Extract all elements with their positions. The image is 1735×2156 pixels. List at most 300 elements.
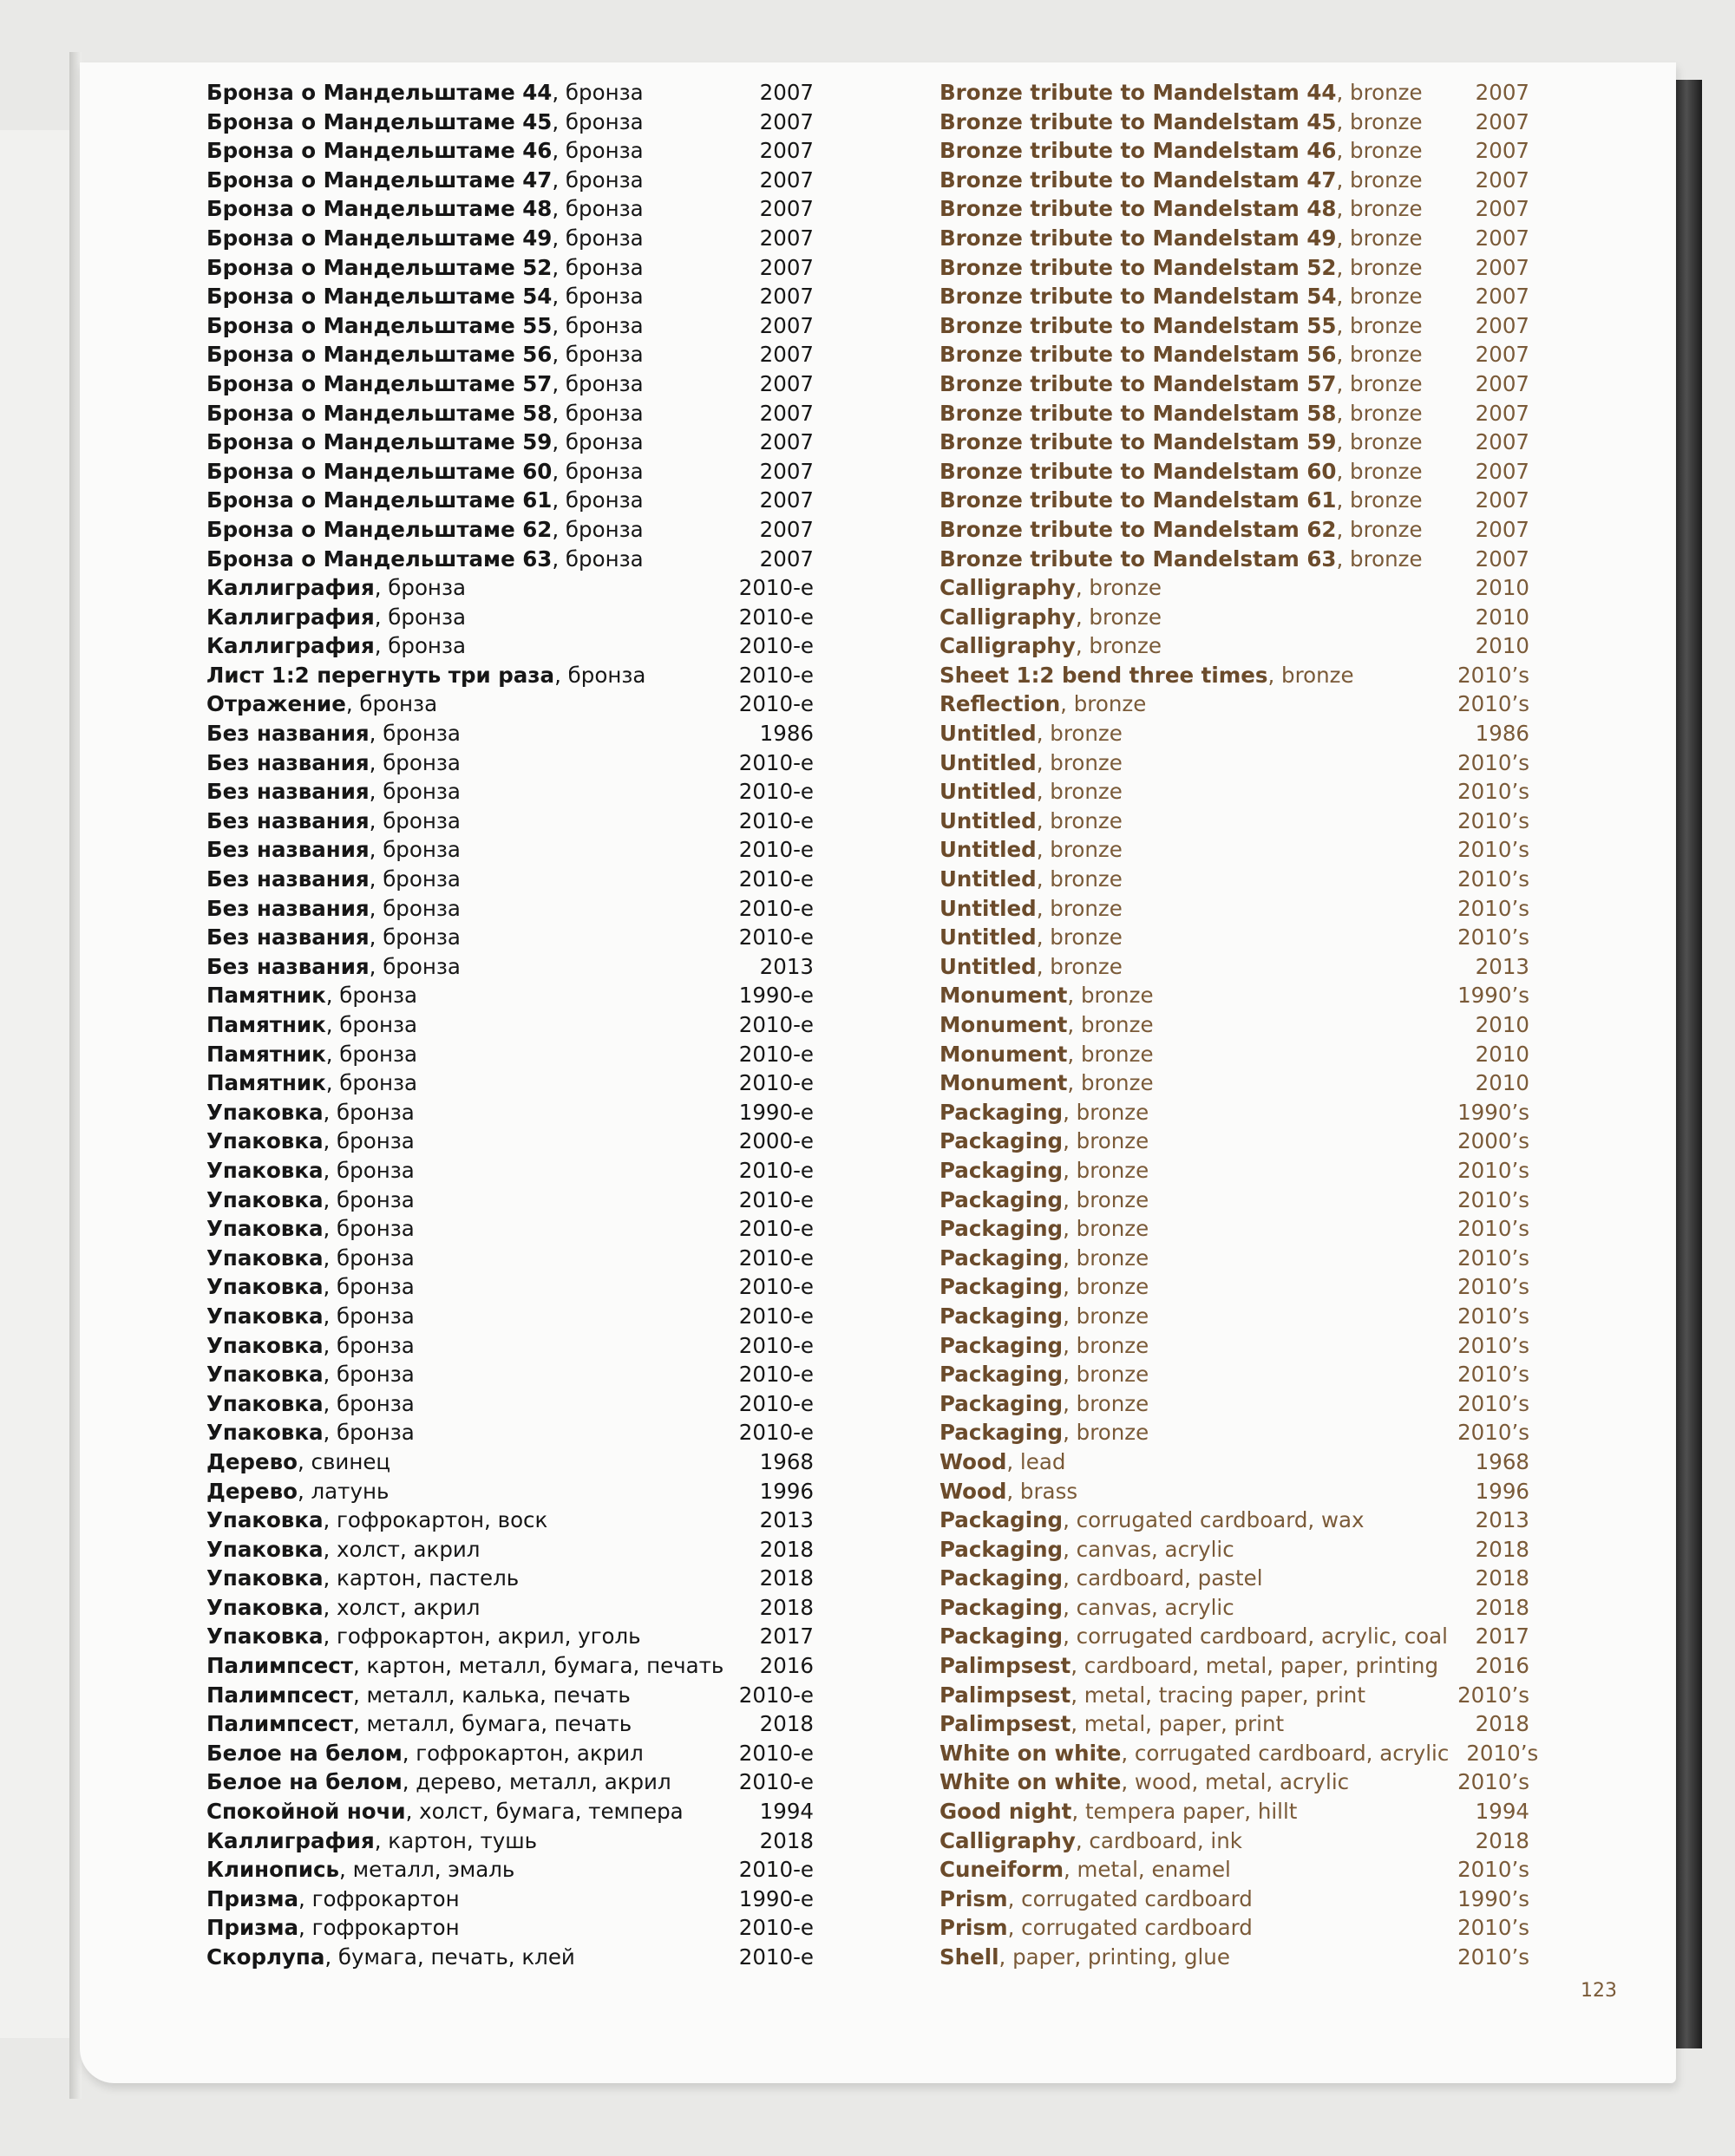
list-item bbox=[206, 194, 814, 224]
entry-text bbox=[206, 1826, 537, 1856]
entry-title: Палимпсест bbox=[206, 1653, 353, 1679]
entry-medium: , бронза bbox=[323, 1303, 415, 1329]
entry-year: 2007 bbox=[759, 138, 814, 164]
entry-medium: , бронза bbox=[323, 1099, 415, 1125]
list-item bbox=[206, 865, 814, 894]
entry-medium: , бронза bbox=[369, 895, 461, 921]
list-item bbox=[206, 1272, 814, 1302]
entry-medium: , bronze bbox=[1063, 1274, 1149, 1300]
english-list-column bbox=[940, 78, 1539, 1972]
entry-text bbox=[206, 1098, 415, 1127]
entry-year: 1968 bbox=[1475, 1448, 1529, 1474]
entry-title: Bronze tribute to Mandelstam 54 bbox=[940, 284, 1337, 310]
entry-medium: , bronze bbox=[1336, 225, 1423, 251]
entry-title: Памятник bbox=[206, 1041, 326, 1067]
entry-text bbox=[206, 457, 644, 487]
entry-year: 2018 bbox=[1475, 1711, 1529, 1737]
entry-text bbox=[206, 1389, 415, 1419]
entry-text bbox=[206, 1564, 519, 1593]
entry-text bbox=[206, 1477, 389, 1506]
entry-title: Untitled bbox=[940, 895, 1037, 921]
entry-medium: , гофрокартон bbox=[298, 1915, 460, 1941]
entry-medium: , бронза bbox=[369, 721, 461, 747]
entry-text bbox=[206, 369, 644, 399]
entry-title: Спокойной ночи bbox=[206, 1799, 406, 1825]
list-item bbox=[940, 1098, 1529, 1127]
entry-medium: , бронза bbox=[369, 749, 461, 775]
entry-title: Packaging bbox=[940, 1216, 1064, 1242]
entry-year: 2010-е bbox=[738, 633, 814, 659]
entry-title: Упаковка bbox=[206, 1216, 324, 1242]
entry-text bbox=[206, 923, 461, 952]
entry-medium: , bronze bbox=[1336, 546, 1423, 572]
entry-year: 2010’s bbox=[1457, 1857, 1529, 1883]
entry-year: 2007 bbox=[759, 312, 814, 338]
entry-year: 2007 bbox=[1475, 80, 1529, 105]
entry-text bbox=[206, 748, 461, 778]
entry-medium: , гофрокартон, воск bbox=[323, 1507, 548, 1533]
entry-medium: , bronze bbox=[1336, 108, 1423, 134]
entry-medium: , бронза bbox=[552, 167, 644, 193]
entry-medium: , бронза bbox=[369, 953, 461, 979]
entry-text bbox=[206, 1913, 460, 1943]
entry-year: 2007 bbox=[1475, 458, 1529, 484]
entry-year: 2010-е bbox=[738, 1769, 814, 1795]
entry-title: Упаковка bbox=[206, 1332, 324, 1358]
entry-medium: , бронза bbox=[323, 1216, 415, 1242]
entry-text bbox=[940, 661, 1354, 690]
list-item bbox=[940, 1127, 1529, 1156]
entry-medium: , бронза bbox=[552, 370, 644, 396]
entry-text bbox=[940, 311, 1423, 341]
entry-year: 2007 bbox=[1475, 312, 1529, 338]
list-item bbox=[206, 777, 814, 807]
list-item bbox=[206, 952, 814, 982]
entry-year: 2010’s bbox=[1457, 1915, 1529, 1941]
entry-title: Bronze tribute to Mandelstam 59 bbox=[940, 429, 1337, 455]
list-item bbox=[206, 1447, 814, 1477]
entry-text bbox=[940, 1622, 1448, 1651]
entry-medium: , bronze bbox=[1063, 1362, 1149, 1388]
entry-text bbox=[206, 1767, 671, 1797]
entry-text bbox=[940, 1913, 1253, 1943]
entry-text bbox=[940, 1040, 1154, 1069]
entry-text bbox=[940, 1855, 1231, 1885]
entry-title: Packaging bbox=[940, 1332, 1064, 1358]
entry-title: Упаковка bbox=[206, 1624, 324, 1650]
entry-title: Packaging bbox=[940, 1594, 1064, 1620]
list-item bbox=[206, 515, 814, 545]
list-item bbox=[206, 311, 814, 341]
entry-year: 1986 bbox=[759, 721, 814, 747]
entry-medium: , металл, бумага, печать bbox=[352, 1711, 632, 1737]
entry-year: 2010 bbox=[1475, 604, 1529, 630]
entry-title: Памятник bbox=[206, 983, 326, 1009]
list-item bbox=[940, 748, 1529, 778]
entry-text bbox=[940, 1564, 1263, 1593]
list-item bbox=[940, 1651, 1529, 1681]
entry-medium: , бронза bbox=[552, 546, 644, 572]
entry-medium: , бронза bbox=[369, 779, 461, 805]
entry-text bbox=[940, 807, 1123, 836]
list-item bbox=[206, 1302, 814, 1331]
list-item bbox=[940, 108, 1529, 137]
entry-medium: , бронза bbox=[552, 225, 644, 251]
entry-medium: , бронза bbox=[552, 108, 644, 134]
entry-medium: , бронза bbox=[323, 1390, 415, 1416]
entry-medium: , бронза bbox=[345, 691, 438, 717]
entry-title: Prism bbox=[940, 1885, 1008, 1911]
list-item bbox=[206, 166, 814, 195]
entry-title: Бронза о Мандельштаме 59 bbox=[206, 429, 553, 455]
list-item bbox=[940, 1855, 1529, 1885]
entry-text bbox=[206, 78, 644, 108]
list-item bbox=[206, 399, 814, 428]
entry-text bbox=[940, 1447, 1065, 1477]
entry-year: 2010-е bbox=[738, 1362, 814, 1388]
entry-year: 1994 bbox=[1475, 1799, 1529, 1825]
entry-title: Packaging bbox=[940, 1157, 1064, 1183]
entry-year: 2010 bbox=[1475, 633, 1529, 659]
entry-title: Bronze tribute to Mandelstam 55 bbox=[940, 312, 1337, 338]
entry-year: 1990-е bbox=[738, 1885, 814, 1911]
entry-year: 2007 bbox=[1475, 284, 1529, 310]
entry-title: Untitled bbox=[940, 953, 1037, 979]
entry-title: White on white bbox=[940, 1740, 1122, 1766]
entry-title: Packaging bbox=[940, 1245, 1064, 1271]
entry-medium: , холст, акрил bbox=[323, 1536, 481, 1562]
entry-medium: , bronze bbox=[1336, 312, 1423, 338]
list-item bbox=[206, 981, 814, 1010]
list-item bbox=[940, 1272, 1529, 1302]
list-item bbox=[206, 1885, 814, 1914]
entry-title: Упаковка bbox=[206, 1390, 324, 1416]
entry-year: 2010’s bbox=[1457, 749, 1529, 775]
entry-year: 2010-е bbox=[738, 1012, 814, 1037]
entry-medium: , бронза bbox=[554, 662, 646, 688]
entry-text bbox=[940, 603, 1162, 632]
entry-year: 2010-е bbox=[738, 691, 814, 717]
entry-medium: , бронза bbox=[325, 983, 418, 1009]
entry-text bbox=[940, 108, 1423, 137]
entry-title: Monument bbox=[940, 983, 1068, 1009]
entry-medium: , bronze bbox=[1063, 1099, 1149, 1125]
entry-text bbox=[940, 1506, 1365, 1535]
list-item bbox=[940, 311, 1529, 341]
list-item bbox=[940, 661, 1529, 690]
entry-title: White on white bbox=[940, 1769, 1122, 1795]
entry-title: Каллиграфия bbox=[206, 575, 375, 601]
entry-year: 2010’s bbox=[1457, 807, 1529, 833]
entry-medium: , bronze bbox=[1336, 516, 1423, 542]
list-item bbox=[940, 428, 1529, 457]
entry-text bbox=[940, 282, 1423, 311]
entry-text bbox=[940, 1214, 1149, 1244]
list-item bbox=[940, 1186, 1529, 1215]
entry-title: Packaging bbox=[940, 1099, 1064, 1125]
entry-year: 2010’s bbox=[1457, 866, 1529, 892]
list-item bbox=[940, 253, 1529, 283]
entry-title: Wood bbox=[940, 1448, 1007, 1474]
entry-title: Sheet 1:2 bend three times bbox=[940, 662, 1268, 688]
entry-text bbox=[940, 777, 1123, 807]
entry-title: Памятник bbox=[206, 1012, 326, 1037]
entry-title: Упаковка bbox=[206, 1274, 324, 1300]
entry-text bbox=[206, 1506, 547, 1535]
entry-year: 2013 bbox=[759, 1507, 814, 1533]
entry-year: 2010-е bbox=[738, 1245, 814, 1271]
entry-medium: , canvas, acrylic bbox=[1063, 1536, 1234, 1562]
entry-year: 2018 bbox=[759, 1536, 814, 1562]
list-item bbox=[206, 1797, 814, 1826]
list-item bbox=[206, 894, 814, 924]
list-item bbox=[206, 1622, 814, 1651]
entry-title: Палимпсест bbox=[206, 1711, 353, 1737]
list-item bbox=[940, 515, 1529, 545]
entry-title: Palimpsest bbox=[940, 1653, 1071, 1679]
entry-title: Packaging bbox=[940, 1362, 1064, 1388]
entry-title: Палимпсест bbox=[206, 1682, 353, 1708]
list-item bbox=[940, 457, 1529, 487]
entry-text bbox=[940, 1943, 1230, 1972]
list-item bbox=[940, 923, 1529, 952]
entry-year: 1990’s bbox=[1457, 1099, 1529, 1125]
entry-year: 2010’s bbox=[1457, 1420, 1529, 1446]
entry-text bbox=[940, 545, 1423, 574]
entry-title: Без названия bbox=[206, 837, 370, 863]
list-item bbox=[940, 1767, 1529, 1797]
entry-text bbox=[206, 311, 644, 341]
entry-title: Бронза о Мандельштаме 62 bbox=[206, 516, 553, 542]
list-item bbox=[940, 340, 1529, 369]
entry-medium: , бронза bbox=[374, 633, 466, 659]
entry-title: Untitled bbox=[940, 807, 1037, 833]
entry-title: Cuneiform bbox=[940, 1857, 1064, 1883]
entry-title: Лист 1:2 перегнуть три раза bbox=[206, 662, 555, 688]
list-item bbox=[206, 1913, 814, 1943]
entry-year: 2010-е bbox=[738, 1682, 814, 1708]
entry-title: Без названия bbox=[206, 807, 370, 833]
list-item bbox=[940, 865, 1529, 894]
entry-title: Бронза о Мандельштаме 61 bbox=[206, 487, 553, 513]
list-item bbox=[940, 894, 1529, 924]
entry-text bbox=[940, 923, 1123, 952]
entry-medium: , бронза bbox=[369, 807, 461, 833]
entry-text bbox=[206, 515, 644, 545]
entry-text bbox=[940, 981, 1154, 1010]
entry-text bbox=[940, 399, 1423, 428]
entry-title: Скорлупа bbox=[206, 1944, 325, 1970]
entry-year: 2010’s bbox=[1457, 1944, 1529, 1970]
list-item bbox=[206, 1506, 814, 1535]
entry-year: 2010’s bbox=[1457, 779, 1529, 805]
list-item bbox=[940, 166, 1529, 195]
entry-medium: , бронза bbox=[323, 1362, 415, 1388]
entry-text bbox=[940, 486, 1423, 515]
list-item bbox=[206, 1826, 814, 1856]
entry-text bbox=[940, 194, 1423, 224]
entry-text bbox=[940, 1331, 1149, 1361]
list-item bbox=[940, 1244, 1529, 1273]
entry-year: 2010-е bbox=[738, 1390, 814, 1416]
entry-text bbox=[206, 1651, 723, 1681]
entry-text bbox=[206, 1186, 415, 1215]
entry-title: Bronze tribute to Mandelstam 45 bbox=[940, 108, 1337, 134]
entry-year: 2010-е bbox=[738, 924, 814, 951]
entry-text bbox=[940, 573, 1162, 603]
entry-title: Упаковка bbox=[206, 1536, 324, 1562]
entry-text bbox=[206, 428, 644, 457]
entry-year: 2007 bbox=[1475, 546, 1529, 572]
list-item bbox=[206, 108, 814, 137]
entry-medium: , холст, бумага, темпера bbox=[405, 1799, 684, 1825]
entry-year: 1986 bbox=[1475, 721, 1529, 747]
entry-year: 2010-е bbox=[738, 1041, 814, 1067]
entry-year: 2010-е bbox=[738, 1216, 814, 1242]
entry-medium: , bronze bbox=[1336, 138, 1423, 164]
entry-text bbox=[206, 952, 461, 982]
entry-medium: , бронза bbox=[323, 1245, 415, 1271]
entry-year: 2010-е bbox=[738, 1070, 814, 1096]
entry-medium: , латунь bbox=[297, 1478, 390, 1504]
list-item bbox=[940, 1477, 1529, 1506]
entry-year: 2010-е bbox=[738, 1857, 814, 1883]
entry-medium: , bronze bbox=[1267, 662, 1354, 688]
entry-text bbox=[940, 1010, 1154, 1040]
entry-medium: , metal, enamel bbox=[1063, 1857, 1231, 1883]
entry-year: 2010’s bbox=[1457, 895, 1529, 921]
entry-medium: , bronze bbox=[1075, 575, 1162, 601]
entry-title: Без названия bbox=[206, 953, 370, 979]
entry-year: 2013 bbox=[1475, 1507, 1529, 1533]
list-item bbox=[940, 1389, 1529, 1419]
entry-year: 2010-е bbox=[738, 1944, 814, 1970]
entry-year: 2007 bbox=[1475, 108, 1529, 134]
entry-title: Бронза о Мандельштаме 49 bbox=[206, 225, 553, 251]
entry-year: 2016 bbox=[759, 1653, 814, 1679]
entry-title: Bronze tribute to Mandelstam 63 bbox=[940, 546, 1337, 572]
entry-year: 2010-е bbox=[738, 1420, 814, 1446]
entry-medium: , bronze bbox=[1067, 983, 1154, 1009]
entry-medium: , холст, акрил bbox=[323, 1594, 481, 1620]
list-item bbox=[940, 399, 1529, 428]
entry-year: 1990’s bbox=[1457, 983, 1529, 1009]
entry-year: 2007 bbox=[759, 516, 814, 542]
list-item bbox=[940, 1885, 1529, 1914]
entry-year: 2000-е bbox=[738, 1128, 814, 1154]
entry-title: Памятник bbox=[206, 1070, 326, 1096]
entry-title: Untitled bbox=[940, 749, 1037, 775]
entry-text bbox=[206, 1797, 684, 1826]
entry-text bbox=[206, 545, 644, 574]
entry-medium: , бумага, печать, клей bbox=[324, 1944, 575, 1970]
entry-medium: , бронза bbox=[369, 924, 461, 951]
page-stack-edge bbox=[1676, 80, 1702, 2048]
entry-year: 2018 bbox=[1475, 1565, 1529, 1591]
entry-year: 1990-е bbox=[738, 1099, 814, 1125]
entry-title: Bronze tribute to Mandelstam 60 bbox=[940, 458, 1337, 484]
entry-text bbox=[206, 1272, 415, 1302]
list-item bbox=[940, 1739, 1539, 1768]
entry-text bbox=[206, 1418, 415, 1447]
entry-title: Бронза о Мандельштаме 48 bbox=[206, 196, 553, 222]
entry-text bbox=[206, 1535, 480, 1565]
entry-medium: , бронза bbox=[552, 312, 644, 338]
entry-medium: , бронза bbox=[323, 1420, 415, 1446]
list-item bbox=[206, 369, 814, 399]
entry-medium: , bronze bbox=[1036, 924, 1123, 951]
list-item bbox=[940, 1418, 1529, 1447]
entry-medium: , bronze bbox=[1063, 1390, 1149, 1416]
entry-text bbox=[940, 1418, 1149, 1447]
list-item bbox=[940, 689, 1529, 719]
entry-text bbox=[206, 603, 466, 632]
list-item bbox=[940, 1943, 1529, 1972]
entry-title: Untitled bbox=[940, 837, 1037, 863]
entry-text bbox=[206, 1943, 575, 1972]
entry-title: Prism bbox=[940, 1915, 1008, 1941]
entry-title: Без названия bbox=[206, 749, 370, 775]
entry-text bbox=[940, 1739, 1449, 1768]
list-item bbox=[206, 1068, 814, 1098]
entry-year: 2007 bbox=[1475, 487, 1529, 513]
page-number: 123 bbox=[1581, 1980, 1617, 2002]
entry-text bbox=[940, 1681, 1365, 1710]
entry-medium: , бронза bbox=[552, 400, 644, 426]
entry-title: Бронза о Мандельштаме 63 bbox=[206, 546, 553, 572]
entry-text bbox=[206, 1739, 644, 1768]
entry-title: Bronze tribute to Mandelstam 57 bbox=[940, 370, 1337, 396]
entry-medium: , corrugated cardboard, acrylic, coal bbox=[1063, 1624, 1448, 1650]
entry-title: Bronze tribute to Mandelstam 62 bbox=[940, 516, 1337, 542]
entry-year: 2018 bbox=[1475, 1594, 1529, 1620]
list-item bbox=[206, 1127, 814, 1156]
entry-year: 2010’s bbox=[1457, 1769, 1529, 1795]
entry-year: 2017 bbox=[759, 1624, 814, 1650]
russian-list-column bbox=[206, 78, 814, 1972]
entry-year: 2007 bbox=[1475, 138, 1529, 164]
entry-year: 2010-е bbox=[738, 807, 814, 833]
entry-title: Бронза о Мандельштаме 54 bbox=[206, 284, 553, 310]
entry-year: 2010-е bbox=[738, 1186, 814, 1212]
list-item bbox=[206, 748, 814, 778]
entry-year: 2010’s bbox=[1457, 691, 1529, 717]
entry-text bbox=[940, 689, 1146, 719]
entry-title: Packaging bbox=[940, 1507, 1064, 1533]
list-item bbox=[940, 1068, 1529, 1098]
entry-title: Good night bbox=[940, 1799, 1072, 1825]
entry-title: Упаковка bbox=[206, 1420, 324, 1446]
entry-medium: , металл, калька, печать bbox=[352, 1682, 631, 1708]
entry-medium: , бронза bbox=[323, 1128, 415, 1154]
entry-year: 2010’s bbox=[1457, 1303, 1529, 1329]
entry-title: Дерево bbox=[206, 1478, 298, 1504]
list-item bbox=[940, 1593, 1529, 1623]
entry-text bbox=[940, 1651, 1438, 1681]
entry-text bbox=[206, 865, 461, 894]
list-item bbox=[206, 1186, 814, 1215]
entry-medium: , bronze bbox=[1036, 895, 1123, 921]
entry-medium: , bronze bbox=[1067, 1041, 1154, 1067]
entry-medium: , бронза bbox=[369, 866, 461, 892]
entry-title: Упаковка bbox=[206, 1186, 324, 1212]
entry-text bbox=[206, 224, 644, 253]
entry-text bbox=[206, 1010, 417, 1040]
entry-year: 2010’s bbox=[1457, 1682, 1529, 1708]
entry-title: Bronze tribute to Mandelstam 47 bbox=[940, 167, 1337, 193]
entry-text bbox=[206, 573, 466, 603]
entry-text bbox=[206, 631, 466, 661]
